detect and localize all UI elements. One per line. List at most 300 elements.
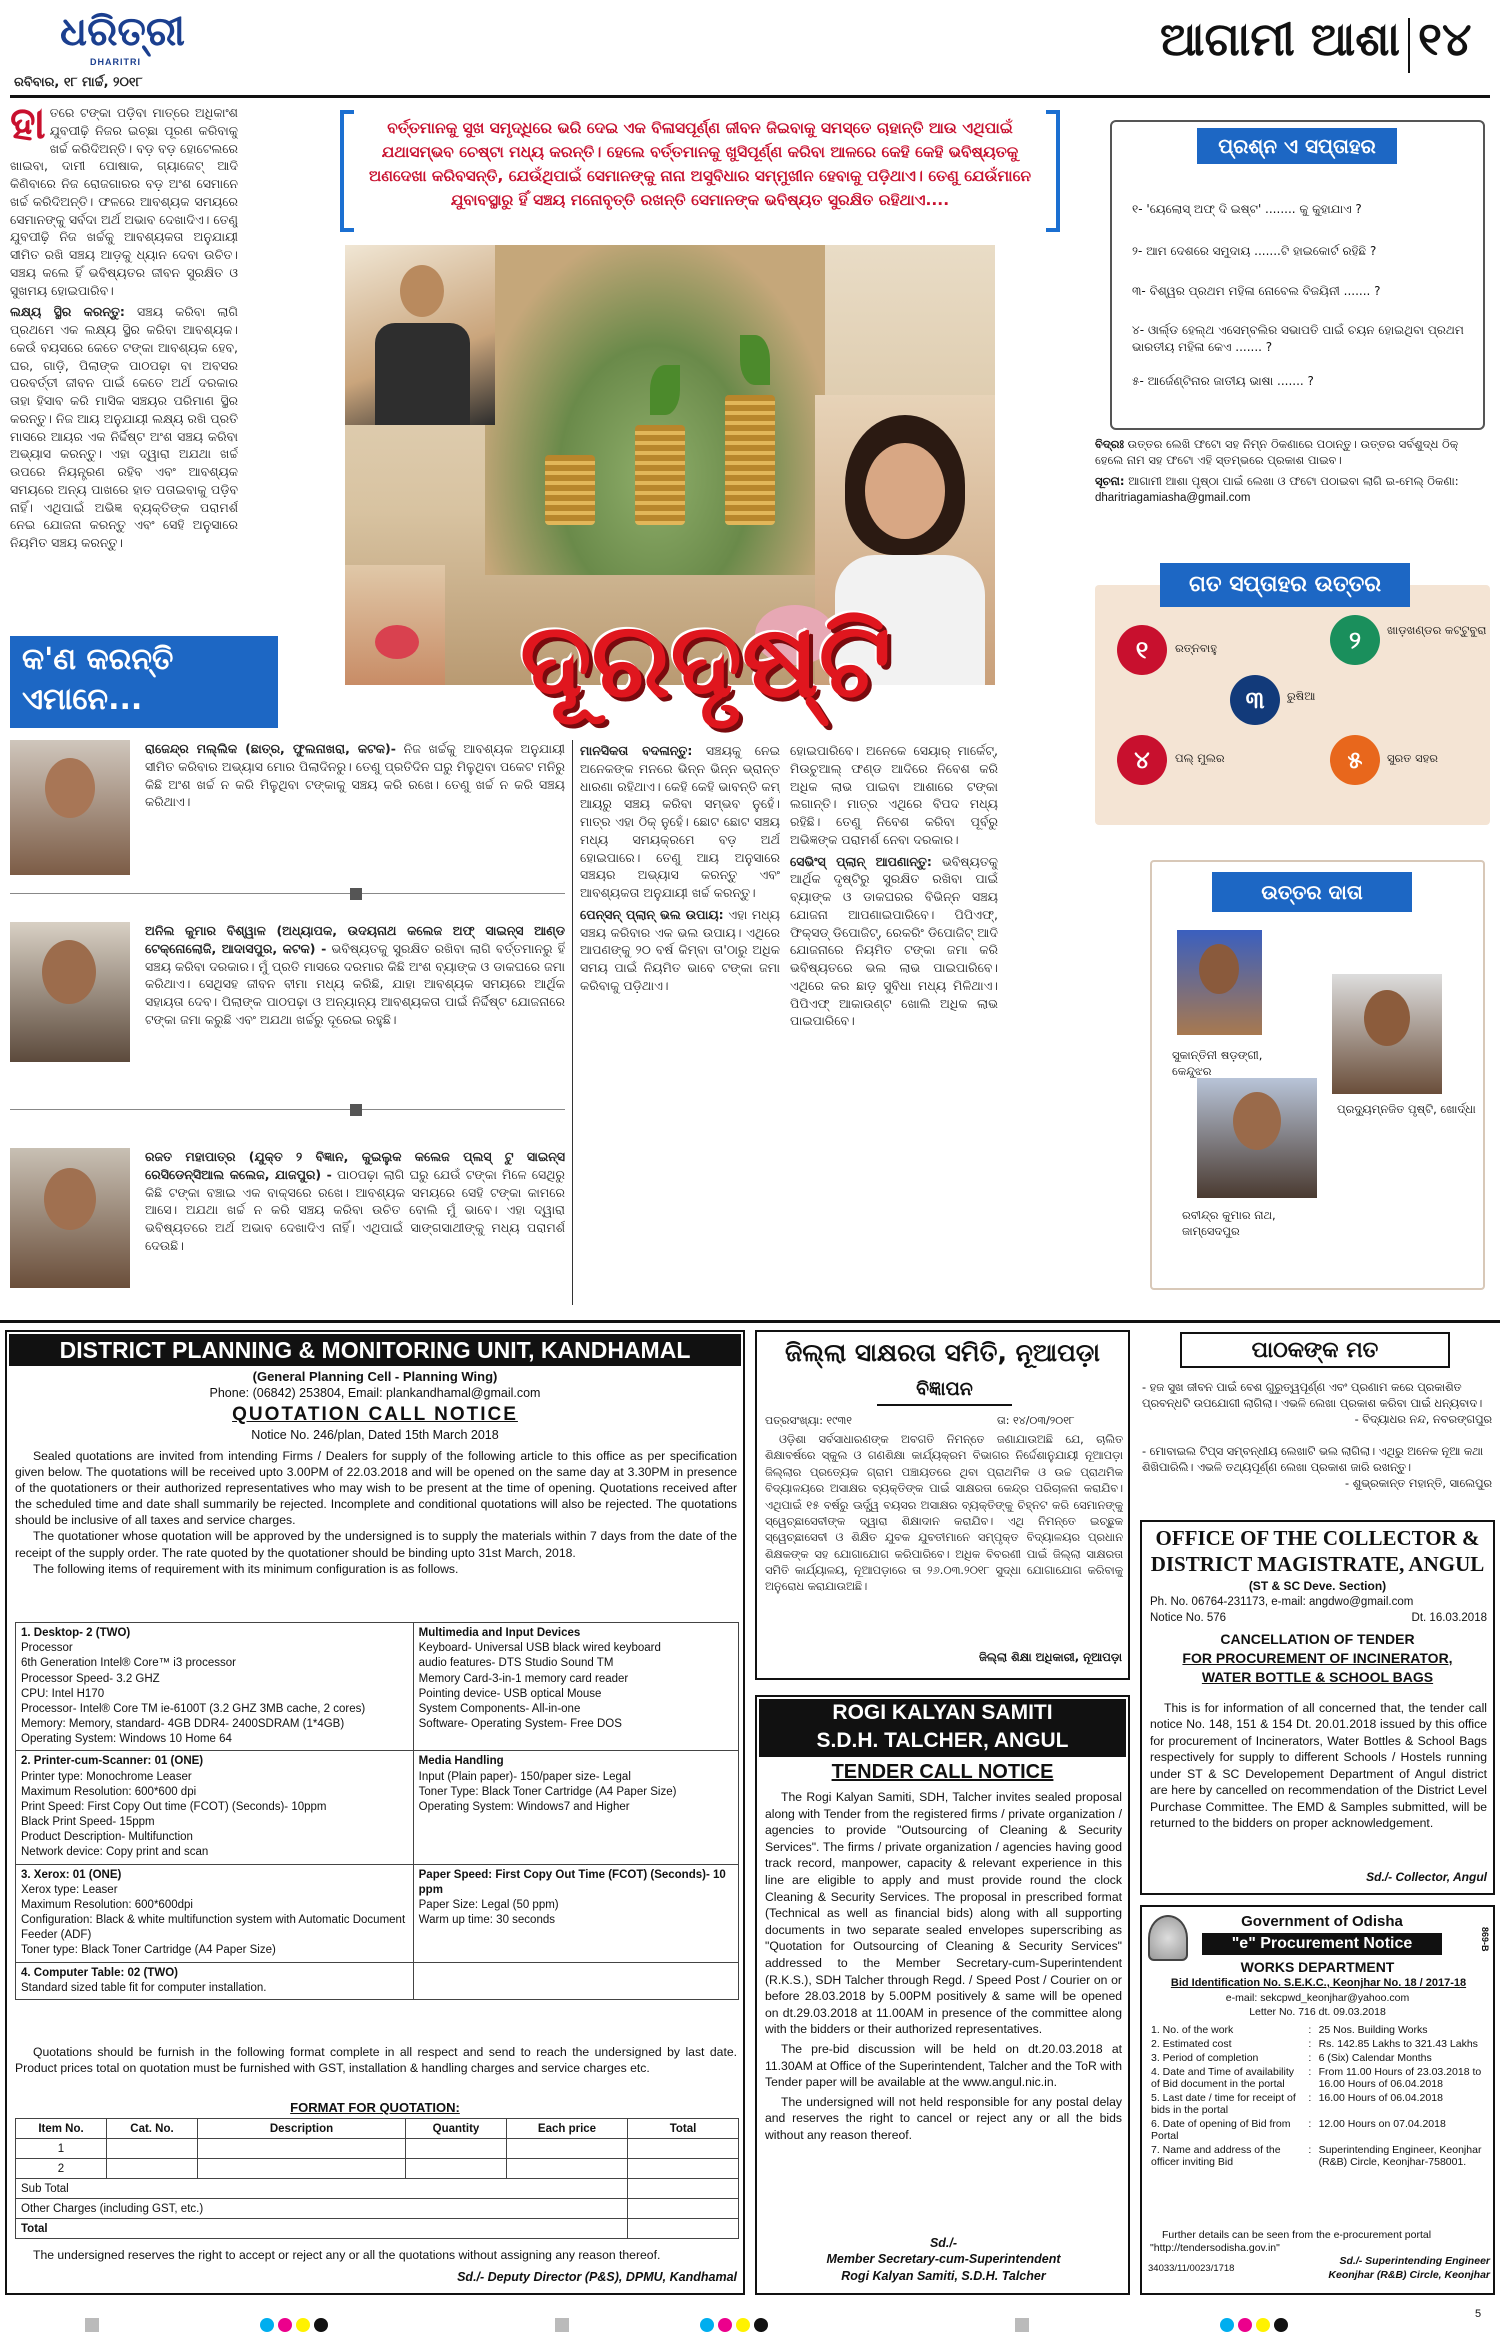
spec-line: Software- Operating System- Free DOS [418,1718,622,1731]
collector-heading [1142,1630,1493,1687]
rks-para-1: The Rogi Kalyan Samiti, SDH, Talcher invites sealed proposal along with Tender from the registered firms / private organization / agencies to provide "Outsourcing of Cleaning & Security Services". The firms / private organization / agencies having good track record, manpower, capacity & relevant experience in this line are eligible to apply and must provide round the clock Cleaning & Security Services. The proposal in prescribed format (Technical as well as financial bids) along with all supporting documents in two separate sealed envelopes superscribing as "Quotation for Outsourcing of Cleaning & Security Services" addressed to the Member Secretary-cum-Superintendent (R.K.S.), SDH Talcher through Regd. / Speed Post / Courier on or before 28.03.2018 by 5.00PM positively & same will be opened on dt.29.03.2018 at 11.00AM in presence of the committee along with the bidders or their authorized representatives. [765,1790,1122,2037]
answer-givers-title: ଉତ୍ତର ଦାତା [1212,872,1412,912]
collector-notice-no: Notice No. 576 [1150,1612,1227,1624]
dharitri-logo-sub: DHARITRI [90,57,141,67]
quiz-note-2-text: ଆଗାମୀ ଆଶା ପୃଷ୍ଠା ପାଇଁ ଲେଖା ଓ ଫଟୋ ପଠାଇବା ଲାଗି ଇ-ମେଲ୍ ଠିକଣା: [1128,474,1459,489]
format-col-qty: Quantity [406,2119,507,2139]
answer-5-text: ସୁରତ ସହର [1387,751,1438,765]
intro-banner [340,110,1060,236]
spec-line: Media Handling [418,1755,504,1768]
eproc-value: 6 (Six) Calendar Months [1318,2052,1432,2064]
odisha-letter: Letter No. 716 dt. 09.03.2018 [1249,2006,1386,2018]
collector-signature: Sd./- Collector, Angul [1366,1870,1487,1884]
eproc-row [1148,2143,1490,2169]
opinion-3-photo [10,1148,130,1288]
lead-article-column [10,104,238,624]
rks-body [765,1789,1122,2143]
opinion-divider-1 [10,888,565,900]
quiz-question-2: ୨- ଆମ ଦେଶରେ ସମୁଦାୟ .......ଟି ହାଇକୋର୍ଟ ରହିଛି ? [1132,244,1377,258]
printer-marks [0,2308,1500,2338]
spec-line: 4. Computer Table: 02 (TWO) [21,1966,178,1979]
spec-line: CPU: Intel H170 [21,1687,105,1700]
giver-2-head [1364,990,1410,1046]
coin-stack-2 [635,425,685,525]
lead-paragraph-2: ସଞ୍ଚୟ କରିବା ଲାଗି ପ୍ରଥମେ ଏକ ଲକ୍ଷ୍ୟ ସ୍ଥିର କରିବା ଆବଶ୍ୟକ। କେଉଁ ବୟସରେ କେତେ ଟଙ୍କା ଆବଶ୍ୟକ ହେବ, ଘର, ଗାଡ଼ି, ପିଲାଙ୍କ ପାଠପଢ଼ା ବା ଅବସର ପରବର୍ତ୍ତୀ ଜୀବନ ପାଇଁ କେତେ ଅର୍ଥ ଦରକାର ତାହା ହିସାବ କରି ମାସିକ ସଞ୍ଚୟର ପରିମାଣ ସ୍ଥିର କରନ୍ତୁ। ନିଜ ଆୟ ଅନୁଯାୟୀ ଲକ୍ଷ୍ୟ ରଖି ପ୍ରତି ମାସରେ ଆୟର ଏକ ନିର୍ଦ୍ଦିଷ୍ଟ ଅଂଶ ସଞ୍ଚୟ କରିବା ଅଭ୍ୟାସ କରନ୍ତୁ। ଏହା ଦ୍ୱାରା ଅଯଥା ଖର୍ଚ୍ଚ ଉପରେ ନିୟନ୍ତ୍ରଣ ରହିବ ଏବଂ ଆବଶ୍ୟକ ସମୟରେ ଅନ୍ୟ ପାଖରେ ହାତ ପତାଇବାକୁ ପଡ଼ିବ ନାହିଁ। ଏଥିପାଇଁ ଅଭିଜ୍ଞ ବ୍ୟକ୍ତିଙ୍କ ପରାମର୍ଶ ନେଇ ଯୋଜନା କରନ୍ତୁ ଏବଂ ସେହି ଅନୁସାରେ ନିୟମିତ ସଞ୍ଚୟ କରନ୍ତୁ। [10,304,238,550]
mid-column-2-text: ହୋଇପାରିବେ। ଅନେକେ ସେୟାର୍ ମାର୍କେଟ୍, ମିଉଚୁଆଲ୍ ଫଣ୍ଡ ଆଦିରେ ନିବେଶ କରି ଅଧିକ ଲାଭ ପାଇବା ଆଶାରେ ଟଙ୍କା ଲଗାନ୍ତି। ମାତ୍ର ଏଥିରେ ବିପଦ ମଧ୍ୟ ରହିଛି। ତେଣୁ ନିବେଶ କରିବା ପୂର୍ବରୁ ଅଭିଜ୍ଞଙ୍କ ପରାମର୍ଶ ନେବା ଦରକାର। [790,743,998,847]
man-shirt [375,323,470,425]
format-other-row [16,2199,739,2219]
goal-subhead: ଲକ୍ଷ୍ୟ ସ୍ଥିର କରନ୍ତୁ: [10,304,125,320]
spec-line: Toner type: Black Toner Cartridge (A4 Paper Size) [21,1944,276,1957]
banner-bracket-left [340,110,354,232]
spec-line: Configuration: Black & white multifunction system with Automatic Document Feeder (ADF) [21,1914,406,1942]
dpmu-subtitle: (General Planning Cell - Planning Wing) [252,1369,498,1384]
spec-line: Print Speed: First Copy Out time (FCOT) (Seconds)- 10ppm [21,1800,327,1813]
spec-line: Xerox type: Leaser [21,1883,118,1896]
readers-item-1 [1142,1380,1492,1428]
format-col-item: Item No. [16,2119,107,2139]
spec-cell-left [16,1962,414,1999]
spec-line: Network device: Copy print and scan [21,1846,209,1859]
sapling-leaf-1 [650,365,680,415]
dpmu-notice [5,1330,745,2295]
dpmu-notice-no: Notice No. 246/plan, Dated 15th March 2018 [251,1428,499,1442]
zss-body: ଓଡ଼ିଶା ସର୍ବସାଧାରଣଙ୍କ ଅବଗତି ନିମନ୍ତେ ଜଣାଯାଉଅଛି ଯେ, ଚାଲିତ ଶିକ୍ଷାବର୍ଷରେ ସ୍କୁଲ ଓ ଗଣଶିକ୍ଷା କାର୍ଯ୍ୟକ୍ରମ ବିଭାଗର ନିର୍ଦ୍ଦେଶାନୁଯାୟୀ ନୂଆପଡ଼ା ଜିଲ୍ଲାର ପ୍ରତ୍ୟେକ ଗ୍ରାମ ପଞ୍ଚାୟତରେ ଥିବା ପ୍ରାଥମିକ ଓ ଉଚ୍ଚ ପ୍ରାଥମିକ ବିଦ୍ୟାଳୟରେ ଅସାକ୍ଷର ବ୍ୟକ୍ତିଙ୍କ ପାଇଁ ସାକ୍ଷରତା କେନ୍ଦ୍ର ପରିଚାଳନା କରାଯିବ। ଏଥିପାଇଁ ୧୫ ବର୍ଷରୁ ଊର୍ଦ୍ଧ୍ୱ ବୟସର ଅସାକ୍ଷର ବ୍ୟକ୍ତିଙ୍କୁ ଚିହ୍ନଟ କରି ସେମାନଙ୍କୁ ସ୍ୱେଚ୍ଛାସେବୀଙ୍କ ଦ୍ୱାରା ଶିକ୍ଷାଦାନ କରାଯିବ। ଏଥି ନିମନ୍ତେ ଇଚ୍ଛୁକ ସ୍ୱେଚ୍ଛାସେବୀ ଓ ଶିକ୍ଷିତ ଯୁବକ ଯୁବତୀମାନେ ସମ୍ପୃକ୍ତ ବିଦ୍ୟାଳୟର ପ୍ରଧାନ ଶିକ୍ଷକଙ୍କ ସହ ଯୋଗାଯୋଗ କରିପାରିବେ। ଅଧିକ ବିବରଣୀ ପାଇଁ ଜିଲ୍ଲା ସାକ୍ଷରତା ସମିତି କାର୍ଯ୍ୟାଳୟ, ନୂଆପଡ଼ାରେ ତା ୨୬.୦୩.୨୦୧୮ ସୁଦ୍ଧା ଯୋଗାଯୋଗ କରିବାକୁ ଅନୁରୋଧ କରାଯାଉଅଛି। [765,1433,1123,1594]
answer-3-text: ରୁଷିଆ [1287,689,1316,703]
collector-contact: Ph. No. 06764-231173, e-mail: angdwo@gmail.com [1150,1596,1414,1608]
eproc-row [1148,2037,1490,2051]
answer-1-text: ରତ୍ନବାହୁ [1175,641,1218,655]
spec-cell-right [413,1962,738,1999]
spec-line: Operating System: Windows7 and Higher [418,1800,630,1813]
odisha-code: 34033/11/0023/1718 [1148,2263,1235,2274]
eproc-row [1148,2117,1490,2143]
spec-line: Maximum Resolution: 600*600dpi [21,1898,193,1911]
magenta-dot [278,2318,292,2332]
spec-line: Memory: Memory, standard- 4GB DDR4- 2400SDRAM (1*4GB) [21,1718,345,1731]
eproc-key: 7. Name and address of the officer inviting Bid [1151,2144,1281,2168]
format-cell [628,2139,739,2159]
format-col-total: Total [628,2119,739,2139]
format-header-row [16,2119,739,2139]
spec-line: System Components- All-in-one [418,1702,581,1715]
eproc-value: 12.00 Hours on 07.04.2018 [1318,2118,1446,2130]
spec-line: Maximum Resolution: 600*600 dpi [21,1785,197,1798]
format-cell [628,2199,739,2219]
eproc-row [1148,2051,1490,2065]
eproc-key: 2. Estimated cost [1151,2038,1232,2050]
quiz-note-1 [1095,437,1490,468]
odisha-dept: WORKS DEPARTMENT [1240,1959,1395,1975]
answer-1-circle: ୧ [1117,625,1167,675]
format-row-2-item: 2 [16,2159,107,2179]
coin-stack-3 [725,395,775,525]
answer-3-circle: ୩ [1230,675,1280,725]
yellow-dot [736,2318,750,2332]
spec-row [16,1751,739,1864]
opinion-2-text [145,922,565,1090]
rks-sign-2: Member Secretary-cum-Superintendent [826,2252,1061,2267]
coin-stack-1 [545,455,595,525]
opinion-1-quote: ନିଜ ଖର୍ଚ୍ଚକୁ ଆବଶ୍ୟକ ଅନୁଯାୟୀ ସୀମିତ କରିବାର ଅଭ୍ୟାସ ମୋର ପିଲାଦିନରୁ। ତେଣୁ ପ୍ରତିଦିନ ଘରୁ ମିଳୁଥିବା ପକେଟ ମନିରୁ କିଛି ଅଂଶ ଖର୍ଚ୍ଚ ନ କରି ମିଳୁଥିବା ଟଙ୍କାକୁ ସଞ୍ଚୟ କରି ରଖେ। ତେଣୁ ଖର୍ଚ୍ଚ ନ କରି ସଞ୍ଚୟ କରିଥାଏ। [145,741,565,810]
man-head [400,265,444,317]
giver-3-head [1233,1092,1281,1150]
odisha-bid-id: Bid Identification No. S.E.K.C., Keonjhar No. 18 / 2017-18 [1170,1977,1467,1989]
yellow-dot [1256,2318,1270,2332]
pension-subhead: ପେନ୍‌ସନ୍ ପ୍ଲାନ୍ ଭଲ ଉପାୟ: [580,906,724,922]
opinion-divider-square [350,1104,362,1116]
cmyk-dots [260,2318,350,2332]
rks-notice-title: TENDER CALL NOTICE [831,1761,1054,1783]
spec-row [16,1962,739,1999]
mid-column-rule [572,740,573,1305]
saplings-coins-photo [485,245,825,575]
opinions-header [10,636,278,728]
quiz-note-1-text: ଉତ୍ତର ଲେଖି ଫଟୋ ସହ ନିମ୍ନ ଠିକଣାରେ ପଠାନ୍ତୁ। ଉତ୍ତର ସର୍ବଶୁଦ୍ଧ ଠିକ୍ ହେଲେ ନାମ ସହ ଫଟୋ ଏହି ସ୍ତମ୍ଭରେ ପ୍ରକାଶ ପାଇବ। [1095,437,1459,467]
sapling-leaf-2 [740,335,770,385]
collector-notice [1140,1520,1495,1895]
odisha-sign-2: Keonjhar (R&B) Circle, Keonjhar [1328,2268,1490,2281]
rks-signature [765,2235,1122,2284]
eproc-key: 5. Last date / time for receipt of bids in the portal [1151,2092,1296,2116]
last-week-box [1095,572,1490,825]
odisha-emblem-icon [1148,1915,1188,1961]
mid-column-1 [580,742,780,1302]
eproc-value: 16.00 Hours of 06.04.2018 [1318,2092,1443,2104]
magenta-dot [718,2318,732,2332]
rks-title-1: ROGI KALYAN SAMITI [832,1701,1053,1724]
odisha-signature [1282,2255,1490,2282]
format-col-price: Each price [507,2119,628,2139]
opinion-1-name: ରାଜେନ୍ଦ୍ର ମଲ୍ଲିକ (ଛାତ୍ର, ଫୁଲନାଖରା, କଟକ)- [145,741,396,756]
spec-line: Standard sized table fit for computer installation. [21,1981,267,1994]
spec-cell-left [16,1623,414,1751]
registration-block [555,2318,569,2332]
opinion-divider-line [10,1109,565,1110]
quiz-note-2 [1095,474,1490,506]
odisha-title-bar: "e" Procurement Notice [1202,1933,1442,1955]
giver-1-photo [1177,930,1262,1035]
readers-item-2 [1142,1444,1492,1492]
dpmu-para-3: The following items of requirement with its minimum configuration is as follows. [33,1561,459,1576]
quiz-question-3: ୩- ବିଶ୍ୱର ପ୍ରଥମ ମହିଳା ନୋବେଲ ବିଜୟିନୀ ....... ? [1132,284,1381,298]
format-row-1-item: 1 [16,2139,107,2159]
feature-headline: ଦୂରଦୃଷ୍ଟି [520,599,891,721]
rks-title-bar [759,1699,1126,1757]
opinion-2-photo [10,922,130,1062]
quiz-title: ପ୍ରଶ୍ନ ଏ ସପ୍ତାହର [1197,128,1397,164]
format-cell [198,2139,406,2159]
spec-line: Processor- Intel® Core TM ie-6100T (3.2 GHZ 3MB cache, 2 cores) [21,1702,366,1715]
woman-with-piggybank-photo [345,565,445,685]
rks-sign-1: Sd./- [929,2236,958,2250]
quiz-note-2-label: ସୂଚନା: [1095,474,1125,489]
readers-opinion [1140,1330,1495,1510]
opinion-divider-2 [10,1104,565,1116]
spec-line: Black Print Speed- 15ppm [21,1816,155,1829]
spec-line: Keyboard- Universal USB black wired keyboard [418,1642,661,1655]
eproc-value: From 11.00 Hours of 23.03.2018 to 16.00 Hours of 06.04.2018 [1318,2066,1482,2090]
spec-line: Input (Plain paper)- 150/paper size- Legal [418,1770,631,1783]
spec-line: Paper Speed: First Copy Out Time (FCOT) (Seconds)- 10 ppm [418,1868,726,1896]
format-row-1 [16,2139,739,2159]
section-title: ଆଗାମୀ ଆଶା [1159,12,1400,66]
quiz-question-4: ୪- ଓାର୍ଲ୍ଡ ହେଲ୍ଥ ଏସେମ୍ବଲିର ସଭାପତି ପାଇଁ ଚୟନ ହୋଇଥିବା ପ୍ରଥମ ଭାରତୀୟ ମହିଳା କେଏ ....... ? [1132,323,1464,354]
savings-text: ଭବିଷ୍ୟତକୁ ଆର୍ଥିକ ଦୃଷ୍ଟିରୁ ସୁରକ୍ଷିତ ରଖିବା ପାଇଁ ବ୍ୟାଙ୍କ ଓ ଡାକଘରର ବିଭିନ୍ନ ସଞ୍ଚୟ ଯୋଜନା ଆପଣାଇପାରିବେ। ପିପିଏଫ୍, ଫିକ୍ସଡ୍ ଡିପୋଜିଟ୍, ରେକରିଂ ଡିପୋଜିଟ୍ ଆଦି ଯୋଜନାରେ ନିୟମିତ ଟଙ୍କା ଜମା କରି ଭବିଷ୍ୟତରେ ଭଲ ଲାଭ ପାଇପାରିବେ। ଏଥିରେ କର ଛାଡ଼ ସୁବିଧା ମଧ୍ୟ ମିଳିଥାଏ। ପିପିଏଫ୍ ଆକାଉଣ୍ଟ ଖୋଲି ଅଧିକ ଲାଭ ପାଇପାରିବେ। [790,853,998,1029]
opinion-2-quote: ଭବିଷ୍ୟତକୁ ସୁରକ୍ଷିତ ରଖିବା ଲାଗି ବର୍ତ୍ତମାନରୁ ହିଁ ସଞ୍ଚୟ କରିବା ଦରକାର। ମୁଁ ପ୍ରତି ମାସରେ ଦରମାର କିଛି ଅଂଶ ବ୍ୟାଙ୍କ ଓ ଡାକଘରେ ଜମା କରିଥାଏ। ସେଥିସହ ଜୀବନ ବୀମା ମଧ୍ୟ କରିଛି, ଯାହା ଆବଶ୍ୟକ ସମୟରେ ଆର୍ଥିକ ସହାୟତା ଦେବ। ପିଲାଙ୍କ ପାଠପଢ଼ା ଓ ଅନ୍ୟାନ୍ୟ ଆବଶ୍ୟକତା ପାଇଁ ନିର୍ଦ୍ଦିଷ୍ଟ ଯୋଜନାରେ ଟଙ୍କା ଜମା କରୁଛି ଏବଂ ଅଯଥା ଖର୍ଚ୍ଚରୁ ଦୂରେଇ ରହୁଛି। [145,940,565,1027]
dpmu-contact: Phone: (06842) 253804, Email: plankandhamal@gmail.com [209,1386,541,1400]
dpmu-title-bar: DISTRICT PLANNING & MONITORING UNIT, KANDHAMAL [9,1334,741,1366]
spec-line: 6th Generation Intel® Core™ i3 processor [21,1657,236,1670]
rks-sign-3: Rogi Kalyan Samiti, S.D.H. Talcher [841,2268,1046,2283]
spec-line: Warm up time: 30 seconds [418,1914,555,1927]
readers-item-1-by: - ବିଦ୍ୟାଧର ନନ୍ଦ, ନବରଙ୍ଗପୁର [1354,1413,1492,1427]
black-dot [1274,2318,1288,2332]
opinion-divider-square [350,888,362,900]
small-piggy [375,625,419,659]
odisha-gov: Government of Odisha [1241,1913,1403,1930]
giver-3-photo [1197,1078,1317,1198]
cyan-dot [260,2318,274,2332]
spec-line: audio features- DTS Studio Sound TM [418,1657,614,1670]
pension-text: ଏହା ମଧ୍ୟ ସଞ୍ଚୟ କରିବାର ଏକ ଭଲ ଉପାୟ। ଏଥିରେ ଆପଣଙ୍କୁ ୨୦ ବର୍ଷ କିମ୍ବା ତା'ଠାରୁ ଅଧିକ ସମୟ ପାଇଁ ନିୟମିତ ଭାବେ ଟଙ୍କା ଜମା କରିବାକୁ ପଡ଼ିଥାଏ। [580,906,780,993]
zss-subtitle-bar: ବିଜ୍ଞାପନ [877,1378,1012,1406]
spec-line: Processor Speed- 3.2 GHZ [21,1672,160,1685]
format-total-row [16,2219,739,2239]
eproc-value: 25 Nos. Building Works [1318,2024,1428,2036]
eproc-colon: : [1308,2038,1312,2050]
opinion-2-name: ଅନିଲ କୁମାର ବିଶ୍ୱାଳ (ଅଧ୍ୟାପକ, ଉଦୟନାଥ କଲେଜ ଅଫ୍ ସାଇନ୍ସ ଆଣ୍ଡ ଟେକ୍ନୋଲୋଜି, ଆଦାସପୁର, କଟକ) - [145,923,565,956]
eproc-key: 1. No. of the work [1151,2024,1234,2036]
masthead [0,0,1500,105]
black-dot [314,2318,328,2332]
quiz-question-1: ୧- 'ୟେଲୋସ୍ ଅଫ୍ ଦି ଇଷ୍ଟ' ........ କୁ କୁହାଯାଏ ? [1132,202,1362,216]
giver-2-name: ପ୍ରଦ୍ୟୁମ୍ନଜିତ ପୃଷ୍ଟି, ଖୋର୍ଦ୍ଧା [1337,1102,1476,1116]
opinion-3-quote: ପାଠପଢ଼ା ଲାଗି ଘରୁ ଯେଉଁ ଟଙ୍କା ମିଳେ ସେଥିରୁ କିଛି ଟଙ୍କା ବଞ୍ଚାଇ ଏକ ବାକ୍ସରେ ରଖେ। ଆବଶ୍ୟକ ସମୟରେ ସେହି ଟଙ୍କା କାମରେ ଆସେ। ଅଯଥା ଖର୍ଚ୍ଚ ନ କରି ସଞ୍ଚୟ କରିବା ଉଚିତ ବୋଲି ମୁଁ ଭାବେ। ଏହା ଦ୍ୱାରା ଭବିଷ୍ୟତରେ ଅର୍ଥ ଅଭାବ ଦେଖାଦିଏ ନାହିଁ। ଏଥିପାଇଁ ସାଙ୍ଗସାଥୀଙ୍କୁ ମଧ୍ୟ ପରାମର୍ଶ ଦେଉଛି। [145,1166,565,1253]
format-other-label: Other Charges (including GST, etc.) [16,2199,628,2219]
registration-block [85,2318,99,2332]
zss-title: ଜିଲ୍ଲା ସାକ୍ଷରତା ସମିତି, ନୂଆପଡ଼ା [784,1338,1101,1367]
eproc-key: 4. Date and Time of availability of Bid document in the portal [1151,2066,1294,2090]
format-subtotal-label: Sub Total [16,2179,628,2199]
opinion-3-head [44,1168,96,1230]
odisha-email[interactable]: e-mail: sekcpwd_keonjhar@yahoo.com [1225,1992,1410,2004]
collector-sub: (ST & SC Deve. Section) [1248,1579,1387,1593]
format-subtotal-row [16,2179,739,2199]
opinion-1-head [45,758,95,818]
spec-row [16,1623,739,1751]
quiz-email[interactable]: dharitriagamiasha@gmail.com [1095,491,1251,504]
eproc-value: Rs. 142.85 Lakhs to 321.43 Lakhs [1318,2038,1478,2050]
dpmu-body [15,1448,737,1577]
magenta-dot [1238,2318,1252,2332]
answer-4-text: ପଲ୍ ମୁଲର [1175,751,1225,765]
zss-letter-no: ପତ୍ରସଂଖ୍ୟା: ୧୯୩୧ [765,1414,852,1427]
readers-item-1-text: - ହଜ ସୁଖ ଜୀବନ ପାଇଁ ବେଶ ଗୁରୁତ୍ୱପୂର୍ଣ୍ଣ ଏବଂ ପ୍ରଣାମ କରେ ପ୍ରକାଶିତ ପ୍ରବନ୍ଧଟି ଉପଯୋଗୀ ଲାଗିଲା। ଏଭଳି ଲେଖା ପ୍ରକାଶ କରିବା ପାଇଁ ଧନ୍ୟବାଦ। [1142,1381,1483,1411]
woman-face [865,443,945,539]
giver-3-name: ରବୀନ୍ଦ୍ର କୁମାର ନାଥ, ଜାମ୍‌ସେଦପୁର [1182,1208,1276,1238]
zss-signature: ଜିଲ୍ଲା ଶିକ୍ଷା ଅଧିକାରୀ, ନୂଆପଡ଼ା [978,1650,1122,1664]
eproc-colon: : [1308,2024,1312,2036]
spec-line: Toner Type: Black Toner Cartridge (A4 Paper Size) [418,1785,677,1798]
answer-2-circle: ୨ [1330,615,1380,665]
dpmu-para-5: The undersigned reserves the right to accept or reject any or all the quotations without assigning any reason thereof. [33,2248,661,2262]
rks-title-2: S.D.H. TALCHER, ANGUL [816,1729,1069,1752]
zss-date: ତା: ୧୪/୦୩/୨୦୧୮ [997,1414,1075,1427]
last-week-title: ଗତ ସପ୍ତାହର ଉତ୍ତର [1160,563,1410,607]
collector-title-2: DISTRICT MAGISTRATE, ANGUL [1150,1552,1485,1576]
dpmu-para-1: Sealed quotations are invited from intending Firms / Dealers for supply of the following article to this office as per specification given below. The quotations will be received upto 3.00PM of 22.03.2018 and will be opened on the same day at 3.30PM in presence of the quotationers or their authorized representatives who may wish to be present at the time of opening. Quotations received after the scheduled time and date shall summarily be rejected. Incomplete and conditional quotations will also be rejected. The quotations should be inclusive of all taxes and service charges. [15,1449,737,1528]
masthead-rule [10,95,1490,98]
rks-para-3: The undersigned will not held responsible for any postal delay and reserves the right to cancel or reject any or all the bids without any reason thereof. [765,2094,1122,2142]
spec-cell-right [413,1751,738,1864]
giver-1-head [1199,944,1239,994]
dpmu-spec-table [15,1622,739,2000]
yellow-dot [296,2318,310,2332]
collector-heading-1: CANCELLATION OF TENDER [1220,1631,1415,1647]
format-cell [107,2159,198,2179]
spec-line: Multimedia and Input Devices [418,1627,581,1639]
quiz-notes [1095,437,1490,527]
spec-cell-right [413,1623,738,1751]
odisha-side-code: 869-B [1480,1927,1490,1952]
spec-cell-right [413,1864,738,1962]
dpmu-signature: Sd./- Deputy Director (P&S), DPMU, Kandhamal [457,2270,737,2284]
opinion-1-photo [10,740,130,875]
footer-page-number: 5 [1475,2308,1482,2320]
format-cell [628,2179,739,2199]
banner-bracket-right [1046,110,1060,232]
masthead-divider [1408,18,1410,73]
collector-heading-3: WATER BOTTLE & SCHOOL BAGS [1201,1668,1434,1685]
eproc-key: 3. Period of completion [1151,2052,1259,2064]
ad-section-rule [0,1320,1500,1323]
readers-item-2-text: - ମୋବାଇଲ ଟିପ୍ସ ସମ୍ବନ୍ଧୀୟ ଲେଖାଟି ଭଲ ଲାଗିଲା। ଏଥିରୁ ଅନେକ ନୂଆ କଥା ଶିଖିପାରିଲି। ଏଭଳି ତଥ୍ୟପୂର୍ଣ୍ଣ ଲେଖା ପ୍ରକାଶ ଜାରି ରଖନ୍ତୁ। [1142,1445,1484,1475]
odisha-sign-1: Sd./- Superintending Engineer [1339,2255,1490,2267]
eproc-value: Superintending Engineer, Keonjhar (R&B) Circle, Keonjhar-758001. [1318,2144,1482,2168]
format-cell [628,2159,739,2179]
opinion-3-name: ରଜତ ମହାପାତ୍ର (ଯୁକ୍ତ ୨ ବିଜ୍ଞାନ, କୁଇଲୁକ କଲେଜ ପ୍ଲସ୍ ଟୁ ସାଇନ୍ସ ରେସିଡେନ୍ସିଆଲ କଲେଜ, ଯାଜପୁର) - [145,1149,565,1182]
drop-cap: ହା [10,104,46,149]
odisha-details-table [1148,2023,1490,2169]
eproc-row [1148,2065,1490,2091]
quiz-question-5: ୫- ଆର୍ଜେଣ୍ଟିନାର ଜାତୀୟ ଭାଷା ....... ? [1132,374,1314,388]
format-row-2 [16,2159,739,2179]
spec-line: Memory Card-3-in-1 memory card reader [418,1672,629,1685]
dpmu-para-4: Quotations should be furnish in the following format complete in all respect and send to reach the undersigned by last date. Product prices total on quotation must be furnished with GST, installation & handling charges and service charges etc. [15,2045,737,2076]
readers-item-2-by: - ଶୁଭ୍ରକାନ୍ତ ମହାନ୍ତି, ସାଲେପୁର [1345,1477,1492,1491]
odisha-further: Further details can be seen from the e-procurement portal "http://tendersodisha.gov.in" [1150,2229,1432,2255]
dharitri-logo: ଧରିତ୍ରୀ [60,9,185,55]
issue-date: ରବିବାର, ୧୮ ମାର୍ଚ୍ଚ, ୨୦୧୮ [14,75,143,90]
opinion-1-text [145,740,565,875]
format-title: FORMAT FOR QUOTATION: [290,2100,460,2115]
opinion-2-head [42,940,96,1004]
quotation-format-table [15,2118,739,2239]
rks-notice [755,1695,1130,2295]
answer-2-text: ଖାଡ଼ଖଣ୍ଡର କଟ୍ଟୁବୁରା [1387,623,1487,637]
opinions-title: କ'ଣ କରନ୍ତି ଏମାନେ... [22,642,174,717]
collector-notice-date: Dt. 16.03.2018 [1411,1612,1487,1624]
odisha-eprocurement [1140,1905,1495,2295]
format-total-label: Total [16,2219,628,2239]
quiz-box [1110,120,1485,430]
savings-subhead: ସେଭିଂସ୍ ପ୍ଲାନ୍ ଆପଣାନ୍ତୁ: [790,853,932,869]
opinion-2 [10,922,565,1092]
collector-body: This is for information of all concerned that, the tender call notice No. 148, 151 & 154 Dt. 20.01.2018 issued by this office for procurement of Incinerators, Water Bottles & School Bags respectively for supply to different Schools / Hostels running under ST & SC Developement Department of Angul district are here by cancelled on recommendation of the District Level Purchase Committee. The EMD & Samples submitted, will be returned to the bidders on proper acknowledgement. [1150,1701,1487,1831]
quiz-note-1-label: ବିଦ୍ରଃ [1095,437,1124,451]
spec-line: Operating System: Windows 10 Home 64 [21,1733,232,1746]
collector-title-1: OFFICE OF THE COLLECTOR & [1155,1526,1480,1550]
format-cell [507,2139,628,2159]
cyan-dot [700,2318,714,2332]
mindset-text: ସଞ୍ଚୟକୁ ନେଇ ଅନେକଙ୍କ ମନରେ ଭିନ୍ନ ଭିନ୍ନ ଭ୍ରାନ୍ତ ଧାରଣା ରହିଥାଏ। କେହି କେହି ଭାବନ୍ତି କମ୍ ଆୟରୁ ସଞ୍ଚୟ କରିବା ସମ୍ଭବ ନୁହେଁ। ମାତ୍ର ଏହା ଠିକ୍ ନୁହେଁ। ଛୋଟ ଛୋଟ ସଞ୍ଚୟ ମଧ୍ୟ ସମୟକ୍ରମେ ବଡ଼ ଅର୍ଥ ହୋଇପାରେ। ତେଣୁ ଆୟ ଅନୁସାରେ ସଞ୍ଚୟର ଅଭ୍ୟାସ କରନ୍ତୁ ଏବଂ ଆବଶ୍ୟକତା ଅନୁଯାୟୀ ଖର୍ଚ୍ଚ କରନ୍ତୁ। [580,743,780,900]
eproc-row [1148,2091,1490,2117]
mindset-subhead: ମାନସିକତା ବଦଳାନ୍ତୁ: [580,743,693,758]
cyan-dot [1220,2318,1234,2332]
format-col-desc: Description [198,2119,406,2139]
mid-column-2 [790,742,998,1302]
format-cell [628,2219,739,2239]
eproc-colon: : [1308,2118,1312,2130]
banner-text: ବର୍ତ୍ତମାନକୁ ସୁଖ ସମୃଦ୍ଧିରେ ଭରି ଦେଇ ଏକ ବିଳାସପୂର୍ଣ୍ଣ ଜୀବନ ଜିଇବାକୁ ସମସ୍ତେ ଚାହାନ୍ତି ଆଉ ଏଥିପାଇଁ ଯଥାସମ୍ଭବ ଚେଷ୍ଟା ମଧ୍ୟ କରନ୍ତି। ହେଲେ ବର୍ତ୍ତମାନକୁ ଖୁସିପୂର୍ଣ୍ଣ କରିବା ଆଳରେ କେହି କେହି ଭବିଷ୍ୟତକୁ ଅଣଦେଖା କରିବସନ୍ତି, ଯେଉଁଥିପାଇଁ ସେମାନଙ୍କୁ ନାନା ଅସୁବିଧାର ସମ୍ମୁଖୀନ ହେବାକୁ ପଡ଼ିଥାଏ। ତେଣୁ ଯେଉଁମାନେ ଯୁବାବସ୍ଥାରୁ ହିଁ ସଞ୍ଚୟ ମନୋବୃତ୍ତି ରଖନ୍ତି ସେମାନଙ୍କ ଭବିଷ୍ୟତ ସୁରକ୍ଷିତ ରହିଥାଏ.... [368,119,1032,210]
format-cell [507,2159,628,2179]
spec-line: Processor [21,1642,73,1655]
page-number: ୧୪ [1418,12,1472,66]
format-cell [107,2139,198,2159]
spec-line: Product Description- Multifunction [21,1831,193,1844]
eproc-colon: : [1308,2052,1312,2064]
format-cell [198,2159,406,2179]
spec-line: Pointing device- USB optical Mouse [418,1687,602,1700]
eproc-row [1148,2023,1490,2037]
eproc-colon: : [1308,2066,1312,2078]
spec-cell-left [16,1864,414,1962]
giver-2-photo [1332,974,1442,1094]
spec-line: 1. Desktop- 2 (TWO) [21,1627,131,1639]
giver-1-name: ସୁକାନ୍ତିନୀ ଷଡ଼ଙ୍ଗୀ, କେନ୍ଦୁଝର [1172,1048,1263,1078]
spec-line: 2. Printer-cum-Scanner: 01 (ONE) [21,1755,204,1768]
black-dot [754,2318,768,2332]
opinion-1 [10,740,565,880]
spec-row [16,1864,739,1962]
zss-notice [755,1330,1130,1680]
answer-4-circle: ୪ [1117,735,1167,785]
collector-heading-2: FOR PROCUREMENT OF INCINERATOR, [1182,1649,1453,1666]
opinion-3-text [145,1148,565,1298]
eproc-colon: : [1308,2092,1312,2104]
registration-block [1015,2318,1029,2332]
opinion-3 [10,1148,565,1298]
lead-paragraph-1: ତରେ ଟଙ୍କା ପଡ଼ିବା ମାତ୍ରେ ଅଧିକାଂଶ ଯୁବପୀଢ଼ି ନିଜର ଇଚ୍ଛା ପୂରଣ କରିବାକୁ ଖର୍ଚ୍ଚ କରିଦିଅନ୍ତି। ବଡ଼ ବଡ଼ ହୋଟେଲରେ ଖାଇବା, ଦାମୀ ପୋଷାକ, ଗ୍ୟାଜେଟ୍ ଆଦି କିଣିବାରେ ନିଜ ରୋଜଗାରର ବଡ଼ ଅଂଶ ସେମାନେ ଖର୍ଚ୍ଚ କରିଦିଅନ୍ତି। ଫଳରେ ଆବଶ୍ୟକ ସମୟରେ ସେମାନଙ୍କୁ ସର୍ବଦା ଅର୍ଥ ଅଭାବ ଦେଖାଦିଏ। ତେଣୁ ଯୁବପୀଢ଼ି ନିଜ ଖର୍ଚ୍ଚକୁ ଆବଶ୍ୟକତା ଅନୁଯାୟୀ ସୀମିତ ରଖି ସଞ୍ଚୟ ଆଡ଼କୁ ଧ୍ୟାନ ଦେବା ଉଚିତ। ସଞ୍ଚୟ କଲେ ହିଁ ଭବିଷ୍ୟତର ଜୀବନ ସୁରକ୍ଷିତ ଓ ସୁଖମୟ ହୋଇପାରିବ। [10,105,238,298]
dpmu-notice-title: QUOTATION CALL NOTICE [232,1404,518,1425]
format-col-cat: Cat. No. [107,2119,198,2139]
rks-para-2: The pre-bid discussion will be held on dt.20.03.2018 at 11.30AM at Office of the Superintendent, Talcher and the ToR with Tender paper will be available at the www.angul.nic.in. [765,2041,1122,2090]
spec-line: Printer type: Monochrome Leaser [21,1770,192,1783]
spec-cell-left [16,1751,414,1864]
opinion-divider-line [10,893,565,894]
spec-line: 3. Xerox: 01 (ONE) [21,1868,122,1881]
readers-title: ପାଠକଙ୍କ ମତ [1180,1332,1450,1368]
dpmu-para-2: The quotationer whose quotation will be approved by the undersigned is to supply the materials within 7 days from the date of the receipt of the supply order. The rate quoted by the quotationer should be binding upto 31st March, 2018. [15,1529,737,1560]
eproc-key: 6. Date of opening of Bid from Portal [1151,2118,1291,2142]
format-cell [406,2159,507,2179]
format-cell [406,2139,507,2159]
cmyk-dots-3 [1220,2318,1310,2332]
eproc-colon: : [1308,2144,1312,2156]
answer-givers-box [1150,860,1485,1290]
man-with-coin-photo [345,245,495,425]
